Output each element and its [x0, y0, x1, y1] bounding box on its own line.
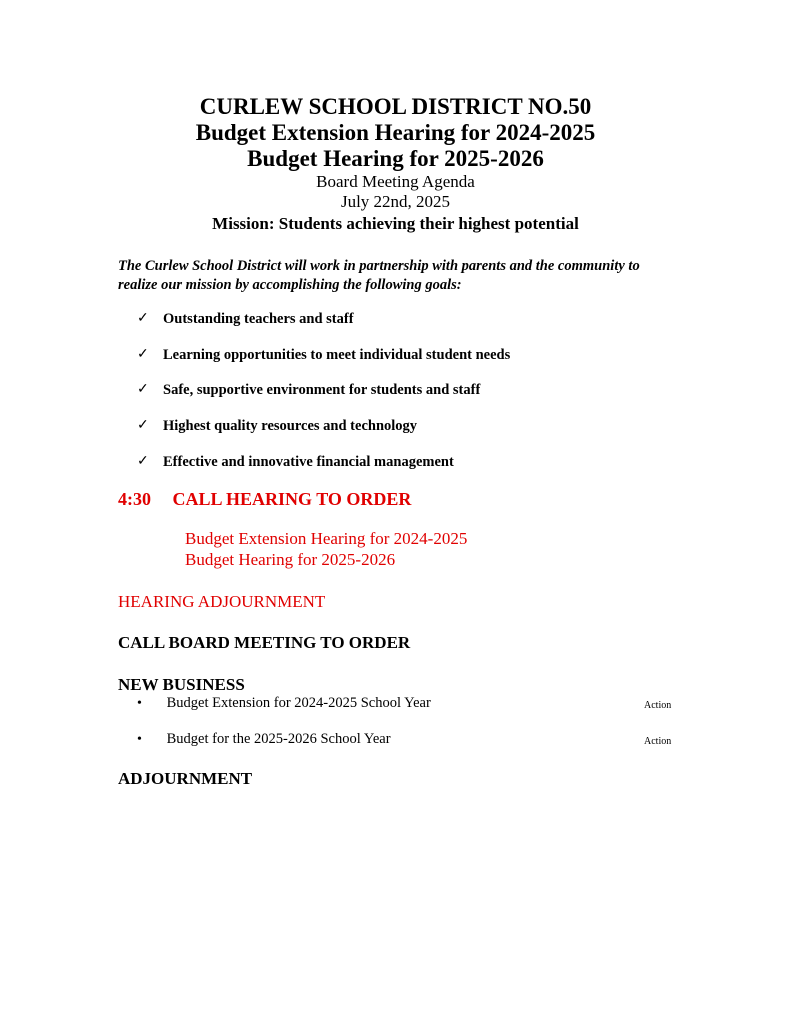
hearing-items — [185, 528, 467, 570]
call-hearing-time: 4:30 — [118, 489, 151, 509]
goal-label: Highest quality resources and technology — [163, 418, 418, 435]
goal-item — [137, 417, 697, 453]
intro-paragraph — [118, 257, 698, 295]
goal-label: Learning opportunities to meet individual student needs — [163, 346, 511, 363]
intro-line: The Curlew School District will work in partnership with parents and the community to — [118, 258, 640, 274]
action-tag: Action — [644, 736, 672, 747]
call-hearing-label: CALL HEARING TO ORDER — [172, 489, 412, 509]
intro-line: realize our mission by accomplishing the following goals: — [118, 277, 462, 293]
meeting-date: July 22nd, 2025 — [340, 192, 451, 211]
call-hearing-heading — [118, 488, 411, 510]
business-item — [137, 730, 677, 766]
document-header — [0, 94, 791, 236]
goal-item — [137, 453, 697, 489]
new-business-list — [137, 694, 677, 766]
check-icon: ✓ — [137, 453, 149, 469]
goal-item — [137, 310, 697, 346]
business-item-label: Budget Extension for 2024-2025 School Year — [166, 695, 431, 711]
agenda-label: Board Meeting Agenda — [316, 172, 475, 191]
mission-statement: Mission: Students achieving their highest potential — [212, 214, 579, 233]
check-icon: ✓ — [137, 418, 149, 434]
bullet-icon: • — [137, 696, 142, 711]
goal-label: Safe, supportive environment for students and staff — [163, 382, 481, 399]
bullet-icon: • — [137, 732, 142, 747]
goal-label: Effective and innovative financial management — [163, 453, 454, 470]
goals-list — [137, 310, 697, 488]
action-tag: Action — [644, 700, 672, 711]
hearing-adjournment: HEARING ADJOURNMENT — [118, 592, 326, 611]
goal-item — [137, 381, 697, 417]
business-item-label: Budget for the 2025-2026 School Year — [166, 731, 391, 747]
hearing-item-budget: Budget Hearing for 2025-2026 — [185, 550, 396, 569]
goal-item — [137, 346, 697, 382]
call-board-heading: CALL BOARD MEETING TO ORDER — [118, 633, 411, 652]
hearing-budget-title: Budget Hearing for 2025-2026 — [247, 146, 544, 171]
hearing-item-extension: Budget Extension Hearing for 2024-2025 — [185, 529, 468, 548]
hearing-extension-title: Budget Extension Hearing for 2024-2025 — [195, 120, 596, 145]
business-item — [137, 694, 677, 730]
new-business-heading: NEW BUSINESS — [118, 675, 245, 694]
check-icon: ✓ — [137, 311, 149, 326]
adjournment-heading: ADJOURNMENT — [118, 769, 253, 788]
district-title: CURLEW SCHOOL DISTRICT NO.50 — [199, 94, 592, 119]
check-icon: ✓ — [137, 382, 149, 398]
goal-label: Outstanding teachers and staff — [163, 311, 354, 327]
check-icon: ✓ — [137, 346, 149, 362]
